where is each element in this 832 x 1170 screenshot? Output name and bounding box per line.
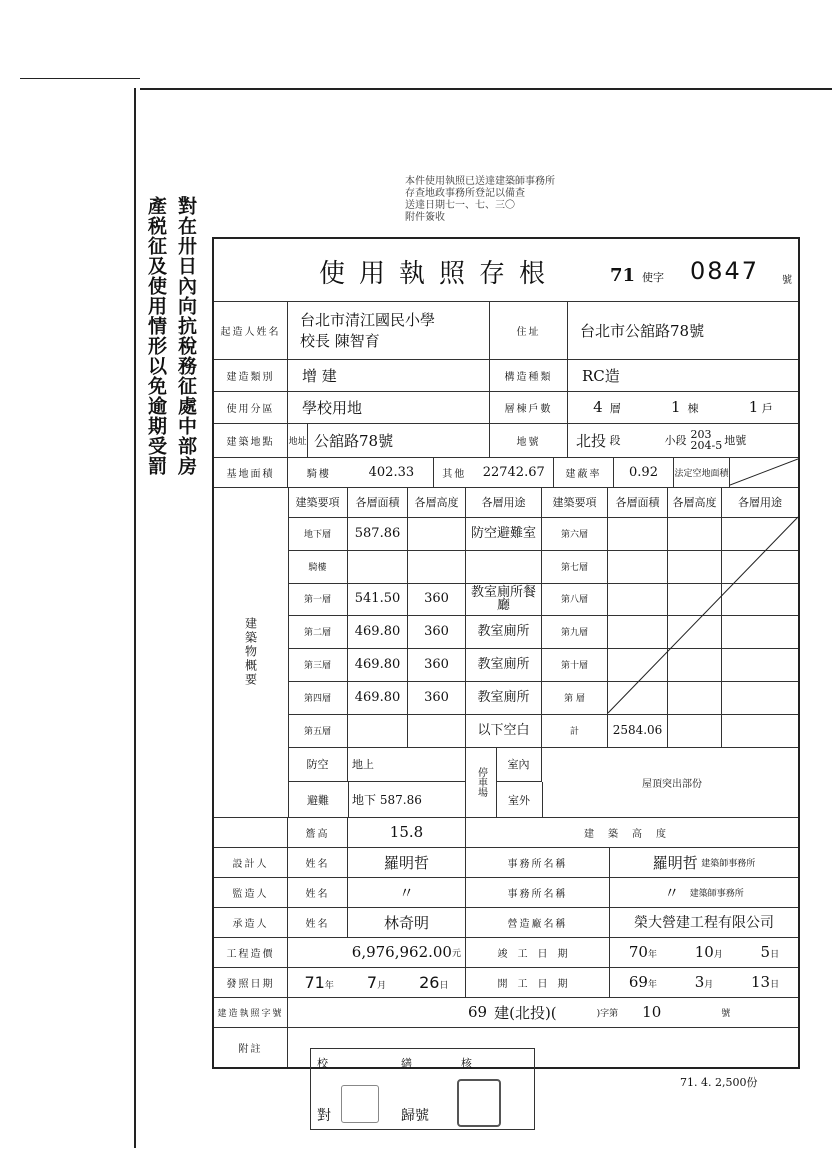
parking-indoor: 室內 <box>496 747 542 782</box>
header-height-r: 各層高度 <box>668 487 722 517</box>
supervisor-name-label: 姓名 <box>288 877 348 907</box>
stamp-line4: 附件簽收 <box>405 212 445 223</box>
permit-ref-label: 建造執照字號 <box>214 997 288 1027</box>
zone-value: 學校用地 <box>288 391 490 423</box>
designer-office: 羅明哲 <box>652 853 698 872</box>
floor-area-right <box>608 517 668 550</box>
area-row <box>214 457 798 488</box>
start-day: 13 <box>751 973 771 991</box>
stamp-verify: 對 <box>317 1108 331 1124</box>
floor-row <box>288 648 798 682</box>
floors-table <box>214 487 798 818</box>
building-summary-label: 建築物概要 <box>214 487 289 817</box>
supervisor-row <box>214 877 798 908</box>
start-month: 3 <box>694 973 705 991</box>
floor-name-left: 地下層 <box>288 517 348 550</box>
roof-label: 屋頂突出部份 <box>642 778 702 790</box>
contractor-label: 承造人 <box>214 907 288 937</box>
permit-ref-suffix: 號 <box>721 1008 731 1019</box>
floor-height-left: 360 <box>408 615 466 648</box>
parking-outdoor: 室外 <box>496 782 543 817</box>
floor-area-left: 469.80 <box>348 615 408 648</box>
header-height: 各層高度 <box>408 487 466 517</box>
floor-use-right <box>722 714 798 747</box>
site-row <box>214 423 798 458</box>
start-label: 開工日期 <box>466 967 610 997</box>
floor-use-right <box>722 550 798 583</box>
legal-open-label: 法定空地面積 <box>674 457 730 487</box>
construction-type-label: 建造類別 <box>214 359 288 391</box>
floor-area-right <box>608 681 668 714</box>
designer-name-label: 姓名 <box>288 847 348 877</box>
floor-area-left <box>348 550 408 583</box>
floors-label: 層棟戶數 <box>490 391 568 423</box>
shelter-below-label: 地下 <box>352 793 377 807</box>
finish-year: 70 <box>628 943 648 961</box>
permit-row <box>214 997 798 1028</box>
subsection-label: 小段 <box>664 434 687 447</box>
floor-name-right: 第 層 <box>542 681 608 714</box>
firm-name: 榮大營建工程有限公司 <box>634 915 774 931</box>
floor-name-right: 計 <box>542 714 608 747</box>
buildings-unit: 棟 <box>687 402 699 415</box>
floor-name-left: 第五層 <box>288 714 348 747</box>
contractor-name: 林奇明 <box>348 907 466 937</box>
finish-label: 竣工日期 <box>466 937 610 967</box>
buildings-count: 1 <box>670 398 681 416</box>
site-addr-label: 地址 <box>288 423 308 457</box>
floor-use-left: 教室廁所 <box>466 615 542 648</box>
area-label: 基地面積 <box>214 457 288 487</box>
parking-label: 停車場 <box>466 747 497 817</box>
floor-use-right <box>722 681 798 714</box>
issue-day: 26 <box>419 972 440 992</box>
designer-row <box>214 847 798 878</box>
evac-label: 避難 <box>288 782 349 817</box>
floor-name-right: 第六層 <box>542 517 608 550</box>
floor-height-right <box>668 517 722 550</box>
designer-label: 設計人 <box>214 847 288 877</box>
cost-value: 6,976,962.00 <box>351 943 452 961</box>
eaves-value: 15.8 <box>348 817 466 847</box>
floor-name-left: 騎樓 <box>288 550 348 583</box>
floor-name-right: 第九層 <box>542 615 608 648</box>
site-label: 建築地點 <box>214 423 288 457</box>
coverage-label: 建蔽率 <box>554 457 614 487</box>
permit-year: 71 <box>610 265 636 286</box>
permit-suffix: 號 <box>782 275 792 286</box>
stamp-approve: 核 <box>461 1057 472 1070</box>
issue-year: 71 <box>304 972 325 992</box>
arcade-area: 402.33 <box>368 464 415 480</box>
coverage-value: 0.92 <box>614 457 674 487</box>
issue-row <box>214 967 798 998</box>
site-section-unit: 段 <box>609 434 621 447</box>
floor-row <box>288 615 798 649</box>
header-area: 各層面積 <box>348 487 408 517</box>
site-section: 北投 <box>576 431 607 450</box>
review-stamp <box>310 1048 535 1130</box>
floor-height-left: 360 <box>408 583 466 616</box>
floor-height-left <box>408 550 466 583</box>
stamp-check: 校 <box>317 1057 328 1070</box>
floor-row <box>288 714 798 748</box>
floor-use-left: 教室廁所 <box>466 648 542 681</box>
permit-ref-mid: )字第 <box>596 1008 619 1019</box>
floor-use-right <box>722 648 798 681</box>
supervisor-office-label: 事務所名稱 <box>466 877 610 907</box>
start-d-unit: 日 <box>770 980 780 990</box>
finish-month: 10 <box>694 943 714 961</box>
floor-height-right <box>668 648 722 681</box>
floor-use-left: 教室廁所餐廳 <box>466 583 542 616</box>
delivery-stamp <box>405 176 635 224</box>
start-year: 69 <box>628 973 648 991</box>
lot-suffix: 地號 <box>724 434 747 447</box>
floor-use-right <box>722 583 798 616</box>
remark-label: 附註 <box>214 1027 288 1067</box>
floor-area-right <box>608 648 668 681</box>
designer-name: 羅明哲 <box>348 847 466 877</box>
floor-area-left: 587.86 <box>348 517 408 550</box>
header-use: 各層用途 <box>466 487 542 517</box>
issue-y-unit: 年 <box>324 980 334 991</box>
header-area-r: 各層面積 <box>608 487 668 517</box>
owner-name-line1: 台北市清江國民小學 <box>300 311 436 329</box>
floor-use-right <box>722 615 798 648</box>
firm-label: 營造廠名稱 <box>466 907 610 937</box>
floor-name-left: 第一層 <box>288 583 348 616</box>
eaves-label: 簷高 <box>288 817 348 847</box>
owner-label: 起造人姓名 <box>214 301 288 359</box>
other-label: 其他 <box>442 468 467 480</box>
structure-type: RC造 <box>582 366 620 385</box>
floor-height-left <box>408 714 466 747</box>
floors-unit: 層 <box>609 402 621 415</box>
finish-m-unit: 月 <box>713 950 723 960</box>
side-note <box>145 196 197 506</box>
issue-label: 發照日期 <box>214 967 288 997</box>
cost-label: 工程造價 <box>214 937 288 967</box>
permit-number: 0847 <box>690 257 760 285</box>
supervisor-office: 〃 <box>664 883 680 902</box>
form-title: 使用執照存根 <box>319 259 560 289</box>
floor-area-right <box>608 583 668 616</box>
stamp-line3: 送達日期七一、七、三〇 <box>405 200 515 211</box>
floor-area-left: 469.80 <box>348 648 408 681</box>
print-note: 71. 4. 2,500份 <box>680 1076 758 1089</box>
floor-height-right <box>668 681 722 714</box>
side-note-col1: 對在卅日內向抗稅務征處中部房 <box>175 196 197 476</box>
floor-area-left <box>348 714 408 747</box>
floor-name-right: 第八層 <box>542 583 608 616</box>
owner-row <box>214 301 798 360</box>
lot-no-1: 203 <box>690 428 712 441</box>
floor-area-left: 541.50 <box>348 583 408 616</box>
floors-count: 4 <box>593 398 603 416</box>
permit-ref-no: 10 <box>642 1003 662 1021</box>
finish-d-unit: 日 <box>770 950 780 960</box>
floor-use-right <box>722 517 798 550</box>
side-note-col2: 產税征及使用情形以免逾期受罰 <box>145 196 167 476</box>
floor-use-left: 防空避難室 <box>466 517 542 550</box>
floor-area-right <box>608 615 668 648</box>
title-row <box>214 239 798 302</box>
owner-address: 台北市公舘路78號 <box>580 321 705 340</box>
floor-use-left: 以下空白 <box>466 714 542 747</box>
header-item-r: 建築要項 <box>542 487 608 517</box>
other-area: 22742.67 <box>482 464 545 480</box>
eaves-row <box>214 817 798 848</box>
floor-name-left: 第四層 <box>288 681 348 714</box>
lot-no-2: 204-5 <box>690 439 723 452</box>
floor-height-left: 360 <box>408 648 466 681</box>
floor-height-right <box>668 583 722 616</box>
zone-label: 使用分區 <box>214 391 288 423</box>
seal-mark-2 <box>457 1079 501 1127</box>
finish-y-unit: 年 <box>647 950 657 960</box>
header-use-r: 各層用途 <box>738 496 782 509</box>
floor-name-right: 第十層 <box>542 648 608 681</box>
empty-slash <box>730 457 798 487</box>
supervisor-office-suffix: 建築師事務所 <box>689 888 744 899</box>
floor-height-left: 360 <box>408 681 466 714</box>
permit-ref-district: 建(北投)( <box>494 1003 557 1022</box>
arcade-label: 騎樓 <box>306 468 331 480</box>
floor-row <box>288 681 798 715</box>
issue-d-unit: 日 <box>439 980 449 991</box>
construction-row <box>214 359 798 392</box>
start-m-unit: 月 <box>704 980 714 990</box>
contractor-name-label: 姓名 <box>288 907 348 937</box>
address-label: 住址 <box>490 301 568 359</box>
stamp-number: 歸號 <box>401 1108 429 1124</box>
floor-area-left: 469.80 <box>348 681 408 714</box>
site-address: 公舘路78號 <box>308 423 490 457</box>
shelter-label: 防空 <box>288 747 348 782</box>
floor-name-left: 第二層 <box>288 615 348 648</box>
start-y-unit: 年 <box>647 980 657 990</box>
floor-use-left <box>466 550 542 583</box>
floor-height-right <box>668 615 722 648</box>
owner-name-line2: 校長 陳智育 <box>300 332 380 350</box>
finish-day: 5 <box>760 943 771 961</box>
designer-office-suffix: 建築師事務所 <box>701 858 756 869</box>
floor-height-left <box>408 517 466 550</box>
floor-height-right <box>668 550 722 583</box>
shelter-below: 587.86 <box>379 792 422 807</box>
stamp-line2: 存查地政事務所登記以備查 <box>405 188 525 199</box>
shelter-parking <box>288 747 798 817</box>
units-count: 1 <box>748 398 759 416</box>
issue-m-unit: 月 <box>377 980 387 991</box>
cost-unit: 元 <box>451 948 461 959</box>
lot-label: 地號 <box>490 423 568 457</box>
floor-name-left: 第三層 <box>288 648 348 681</box>
contractor-row <box>214 907 798 938</box>
floor-height-right <box>668 714 722 747</box>
supervisor-name: 〃 <box>348 877 466 907</box>
header-item: 建築要項 <box>288 487 348 517</box>
floor-row <box>288 517 798 551</box>
floor-area-right: 2584.06 <box>608 714 668 747</box>
floors-header <box>288 487 798 518</box>
usage-row <box>214 391 798 424</box>
floor-use-left: 教室廁所 <box>466 681 542 714</box>
floor-row <box>288 583 798 617</box>
floor-name-right: 第七層 <box>542 550 608 583</box>
stamp-copy: 繕 <box>401 1057 412 1070</box>
floor-area-right <box>608 550 668 583</box>
construction-type: 增 建 <box>288 359 490 391</box>
floor-row <box>288 550 798 584</box>
seal-mark <box>341 1085 379 1123</box>
issue-month: 7 <box>366 972 378 992</box>
cost-row <box>214 937 798 968</box>
stamp-line1: 本件使用執照已送達建築師事務所 <box>405 176 555 187</box>
units-unit: 戶 <box>761 402 773 415</box>
office-label: 事務所名稱 <box>466 847 610 877</box>
permit-ref-year: 69 <box>468 1003 488 1021</box>
shelter-above: 地上 <box>348 747 466 782</box>
structure-label: 構造種類 <box>490 359 568 391</box>
supervisor-label: 監造人 <box>214 877 288 907</box>
building-height-label: 建築高度 <box>584 828 680 840</box>
permit-form <box>212 237 800 1069</box>
permit-prefix: 使字 <box>642 271 664 284</box>
